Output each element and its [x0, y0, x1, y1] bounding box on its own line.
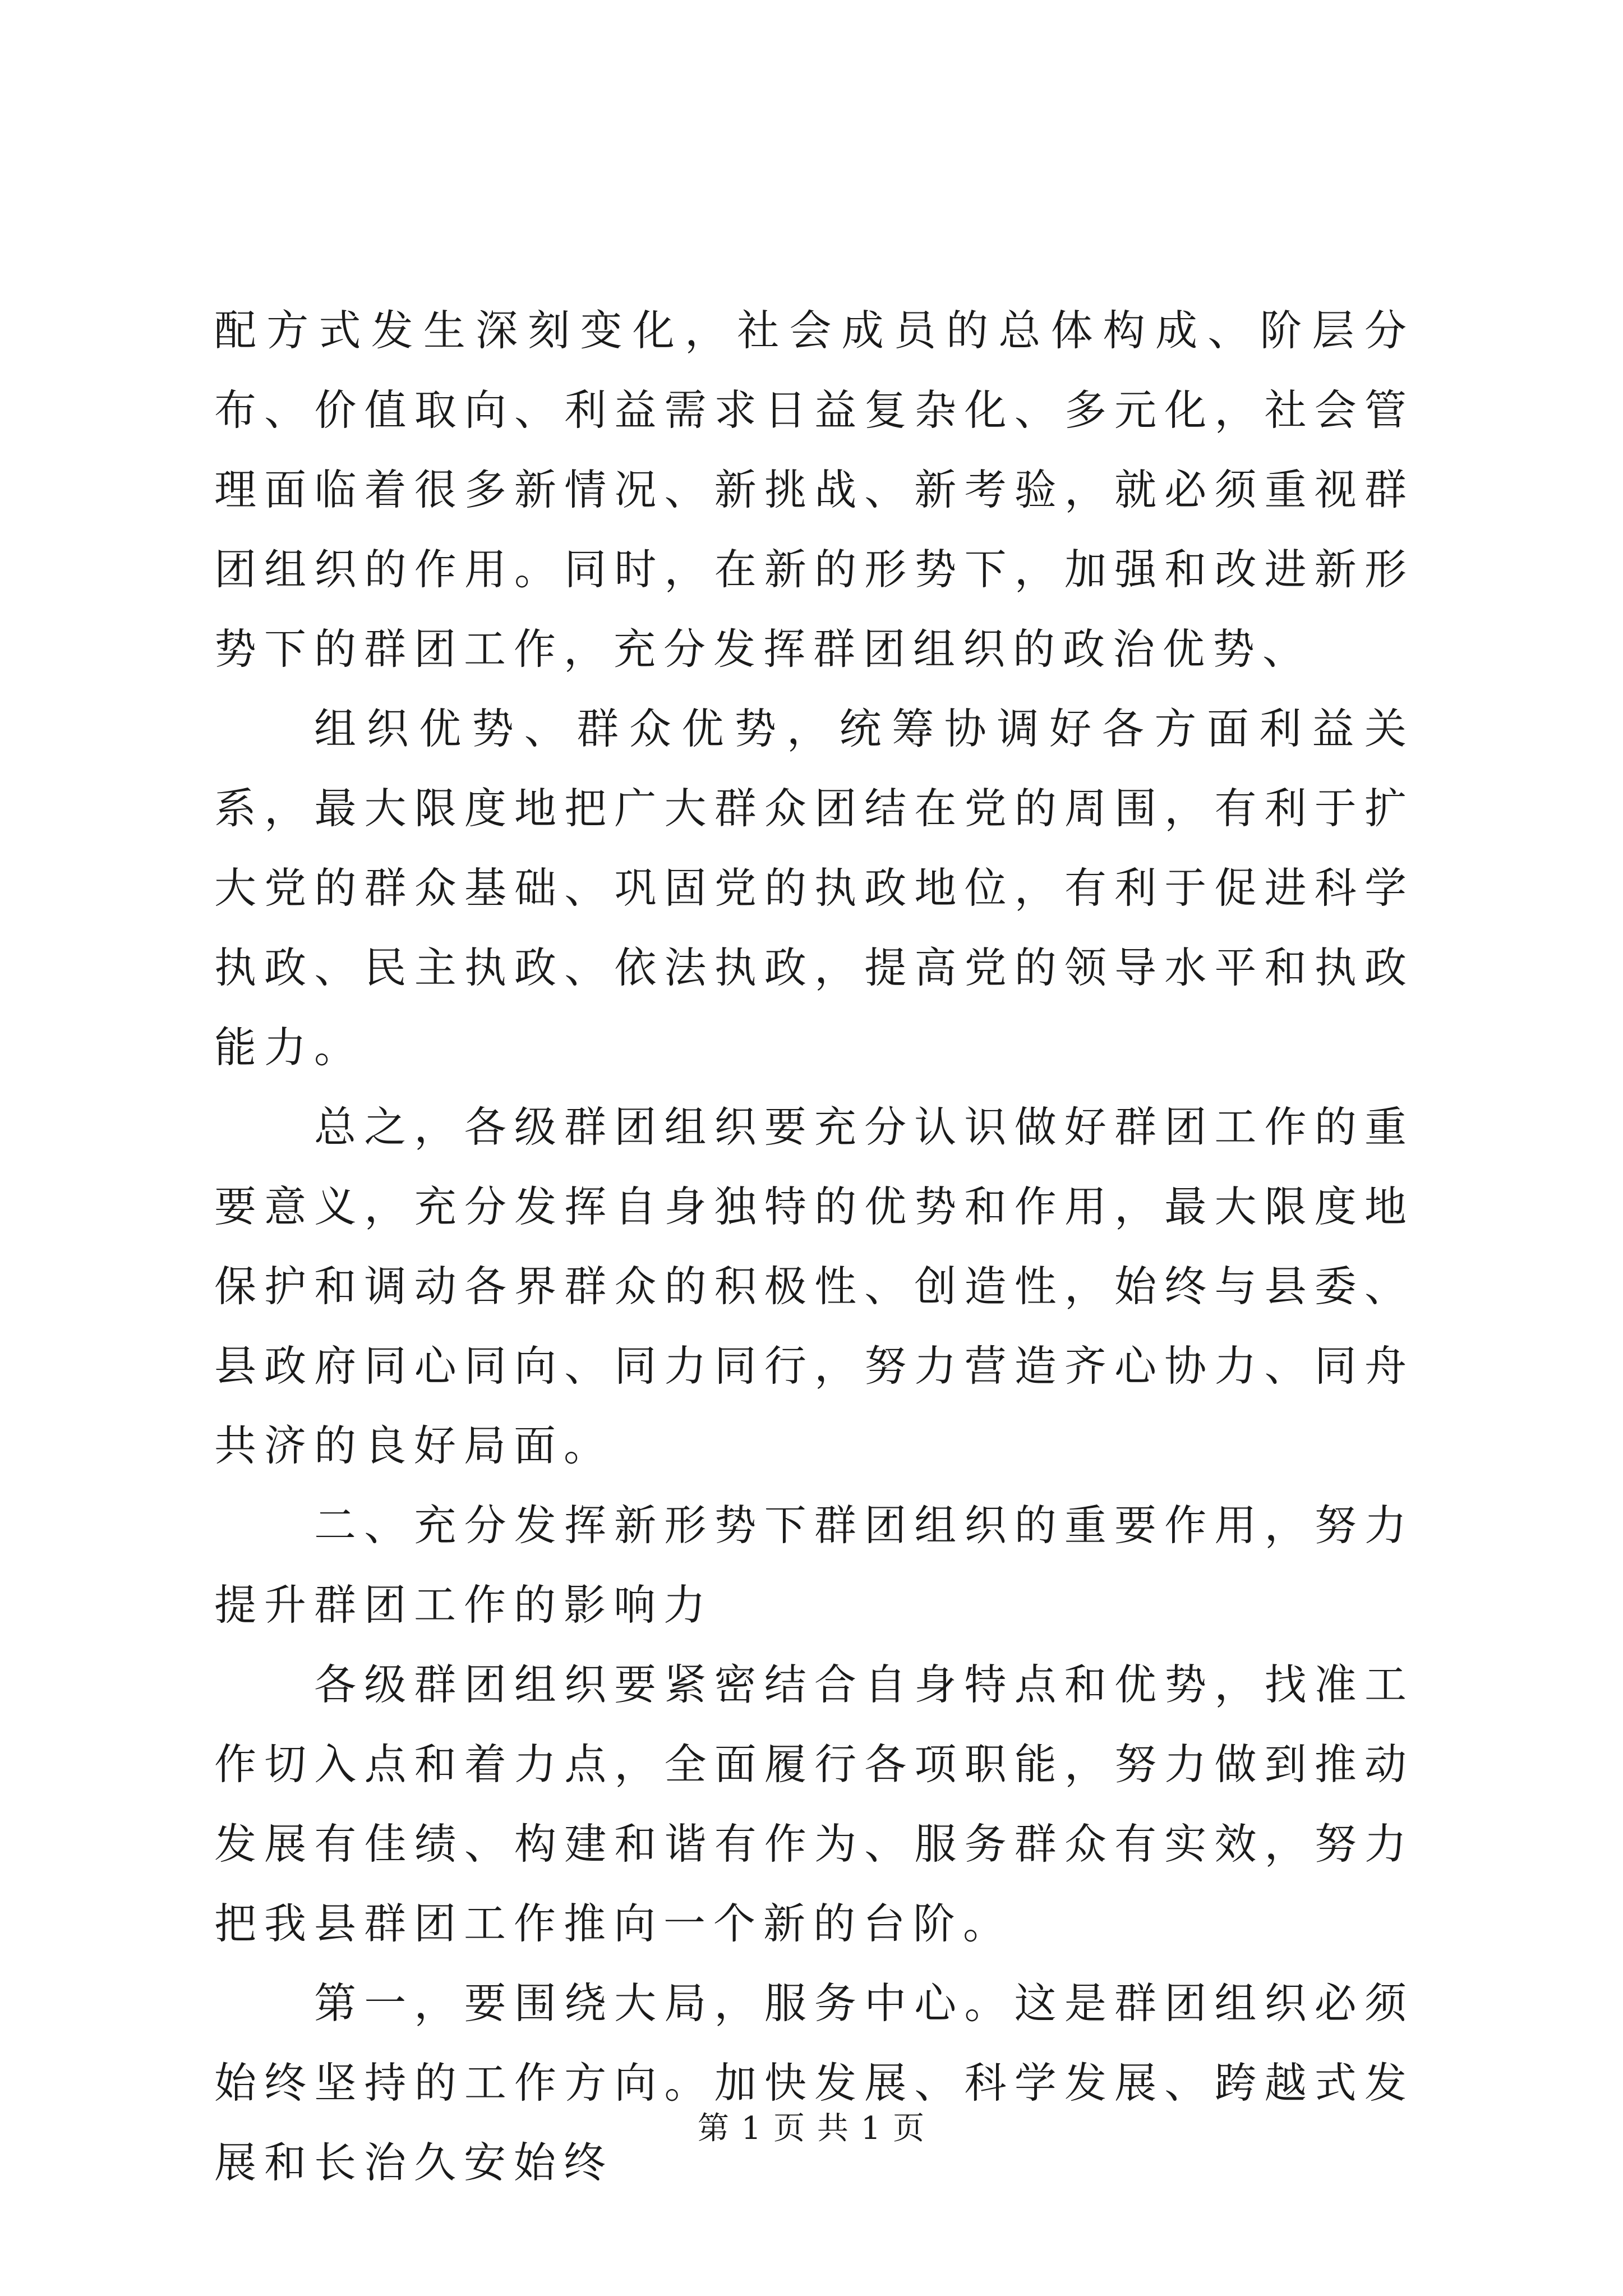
paragraph-4: 各级群团组织要紧密结合自身特点和优势，找准工作切入点和着力点，全面履行各项职能，努力做到推动发展有佳绩、构建和谐有作为、服务群众有实效，努力把我县群团工作推向一个新的台阶。	[214, 1660, 1414, 1948]
section-heading: 二、充分发挥新形势下群团组织的重要作用，努力提升群团工作的影响力	[214, 1501, 1414, 1630]
page-footer: 第 1 页 共 1 页	[697, 2110, 926, 2147]
paragraph-2: 组织优势、群众优势，统筹协调好各方面利益关系，最大限度地把广大群众团结在党的周围，有利于扩大党的群众基础、巩固党的执政地位，有利于促进科学执政、民主执政、依法执政，提高党的领导水平和执政能力。	[214, 704, 1414, 1072]
paragraph-1: 配方式发生深刻变化，社会成员的总体构成、阶层分布、价值取向、利益需求日益复杂化、多元化，社会管理面临着很多新情况、新挑战、新考验，就必须重视群团组织的作用。同时，在新的形势下，加强和改进新形势下的群团工作，充分发挥群团组织的政治优势、	[214, 306, 1414, 674]
paragraph-5: 第一，要围绕大局，服务中心。这是群团组织必须始终坚持的工作方向。加快发展、科学发展、跨越式发展和长治久安始终	[214, 1978, 1414, 2187]
document-body	[214, 291, 1414, 2202]
paragraph-3: 总之，各级群团组织要充分认识做好群团工作的重要意义，充分发挥自身独特的优势和作用，最大限度地保护和调动各界群众的积极性、创造性，始终与县委、县政府同心同向、同力同行，努力营造齐心协力、同舟共济的良好局面。	[214, 1102, 1414, 1470]
